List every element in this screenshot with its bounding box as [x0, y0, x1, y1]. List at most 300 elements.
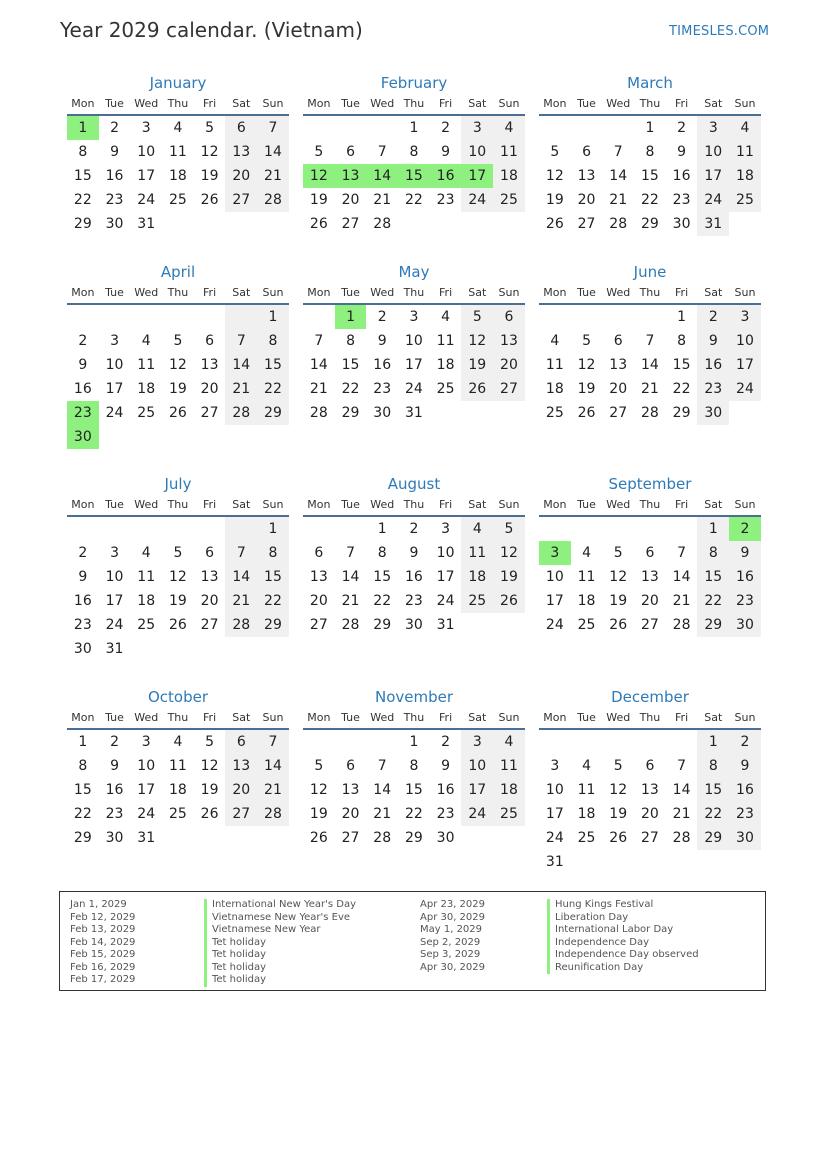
day-cell: 12	[545, 168, 564, 184]
day-cell: 14	[366, 164, 398, 188]
weekday-label: Tue	[105, 286, 124, 299]
weekday-label: Mon	[543, 498, 567, 511]
day-empty	[225, 826, 257, 850]
weekday-label: Wed	[134, 711, 159, 724]
day-cell: 6	[314, 545, 324, 561]
day-cell: 23	[105, 806, 124, 822]
weekday-label: Tue	[105, 711, 124, 724]
day-cell: 28	[640, 405, 659, 421]
week-row	[539, 353, 761, 377]
day-cell: 5	[613, 545, 623, 561]
holiday-name: Independence Day observed	[547, 949, 747, 962]
day-cell: 25	[577, 617, 596, 633]
day-cell: 17	[461, 164, 493, 188]
day-cell: 28	[225, 613, 257, 637]
day-cell: 18	[545, 381, 564, 397]
day-cell: 24	[461, 188, 493, 212]
day-cell: 24	[137, 192, 156, 208]
day-cell: 15	[341, 357, 360, 373]
day-cell: 14	[672, 782, 691, 798]
day-empty	[571, 305, 603, 329]
day-empty	[162, 212, 194, 236]
day-empty	[539, 116, 571, 140]
weekday-label: Sun	[498, 97, 520, 110]
day-cell: 2	[441, 734, 451, 750]
day-cell: 8	[677, 333, 687, 349]
day-cell: 14	[341, 569, 360, 585]
day-cell: 17	[404, 357, 423, 373]
weekday-label: Fri	[439, 711, 453, 724]
day-empty	[194, 637, 226, 661]
day-cell: 29	[373, 617, 392, 633]
day-cell: 28	[373, 216, 392, 232]
day-cell: 5	[173, 333, 183, 349]
day-cell: 3	[550, 758, 560, 774]
day-cell: 16	[430, 164, 462, 188]
month-october	[67, 686, 289, 850]
day-cell: 21	[309, 381, 328, 397]
day-empty	[130, 425, 162, 449]
day-cell: 22	[640, 192, 659, 208]
day-cell: 10	[697, 140, 729, 164]
day-cell: 28	[225, 401, 257, 425]
day-cell: 6	[346, 144, 355, 160]
day-cell: 4	[582, 545, 591, 561]
day-cell: 4	[173, 120, 183, 136]
day-cell: 30	[404, 617, 423, 633]
day-empty	[335, 517, 367, 541]
day-cell: 21	[341, 593, 360, 609]
day-cell: 23	[729, 802, 761, 826]
day-cell: 22	[404, 806, 423, 822]
day-cell: 8	[697, 754, 729, 778]
day-cell: 12	[200, 144, 219, 160]
day-cell: 6	[645, 545, 655, 561]
weekday-label: Wed	[370, 711, 395, 724]
day-cell: 3	[729, 305, 761, 329]
day-cell: 30	[73, 641, 92, 657]
week-row	[539, 140, 761, 164]
day-cell: 15	[697, 778, 729, 802]
day-cell: 1	[409, 734, 419, 750]
weekday-label: Sat	[704, 711, 723, 724]
day-cell: 19	[309, 806, 328, 822]
day-cell: 22	[404, 192, 423, 208]
day-cell: 11	[461, 541, 493, 565]
day-cell: 31	[436, 617, 455, 633]
week-row	[303, 565, 525, 589]
day-cell: 21	[672, 593, 691, 609]
day-cell: 15	[398, 164, 430, 188]
week-row	[539, 541, 761, 565]
day-cell: 5	[493, 517, 525, 541]
day-cell: 4	[493, 116, 525, 140]
weekday-label: Tue	[577, 498, 596, 511]
day-cell: 14	[225, 565, 257, 589]
day-cell: 26	[493, 589, 525, 613]
day-cell: 23	[697, 377, 729, 401]
month-february	[303, 72, 525, 236]
day-cell: 12	[609, 569, 628, 585]
weekday-label: Thu	[167, 498, 189, 511]
weekday-label: Mon	[71, 498, 95, 511]
day-cell: 19	[309, 192, 328, 208]
day-empty	[225, 425, 257, 449]
weekday-header	[67, 285, 289, 305]
day-empty	[602, 850, 634, 874]
day-empty	[99, 305, 131, 329]
day-cell: 12	[609, 782, 628, 798]
day-cell: 19	[493, 565, 525, 589]
day-cell: 12	[461, 329, 493, 353]
day-cell: 16	[729, 778, 761, 802]
weekday-header	[539, 96, 761, 116]
day-cell: 20	[200, 381, 219, 397]
day-cell: 25	[137, 617, 156, 633]
weekday-label: Sun	[734, 711, 756, 724]
day-empty	[571, 116, 603, 140]
holiday-date: Apr 23, 2029	[420, 899, 486, 910]
day-cell: 7	[677, 545, 687, 561]
day-cell: 2	[441, 120, 451, 136]
day-cell: 14	[373, 782, 392, 798]
day-cell: 3	[141, 120, 151, 136]
month-title: December	[611, 688, 689, 706]
day-cell: 29	[640, 216, 659, 232]
day-cell: 16	[729, 565, 761, 589]
day-cell: 26	[309, 216, 328, 232]
day-cell: 16	[73, 593, 92, 609]
day-cell: 21	[672, 806, 691, 822]
day-empty	[571, 730, 603, 754]
weekday-label: Mon	[307, 286, 331, 299]
day-cell: 7	[225, 541, 257, 565]
day-cell: 21	[257, 164, 289, 188]
day-cell: 20	[493, 353, 525, 377]
day-cell: 21	[373, 806, 392, 822]
day-cell: 29	[73, 830, 92, 846]
day-empty	[335, 730, 367, 754]
holiday-date: Feb 16, 2029	[70, 961, 136, 973]
day-cell: 20	[609, 381, 628, 397]
day-cell: 25	[168, 806, 187, 822]
week-row	[539, 212, 761, 236]
day-empty	[493, 613, 525, 637]
week-row	[539, 164, 761, 188]
day-empty	[602, 305, 634, 329]
day-cell: 12	[200, 758, 219, 774]
day-empty	[430, 401, 462, 425]
day-empty	[602, 730, 634, 754]
day-empty	[67, 517, 99, 541]
day-cell: 12	[309, 782, 328, 798]
day-cell: 30	[67, 425, 99, 449]
day-cell: 27	[225, 188, 257, 212]
day-cell: 1	[645, 120, 655, 136]
day-empty	[162, 425, 194, 449]
day-cell: 26	[609, 617, 628, 633]
week-row	[539, 589, 761, 613]
day-cell: 27	[341, 216, 360, 232]
week-row	[303, 754, 525, 778]
week-row	[67, 517, 289, 541]
week-row	[539, 802, 761, 826]
weekday-label: Sun	[734, 498, 756, 511]
day-cell: 22	[257, 589, 289, 613]
day-cell: 9	[110, 144, 119, 160]
day-cell: 18	[493, 778, 525, 802]
weekday-label: Wed	[606, 711, 631, 724]
day-cell: 7	[613, 144, 623, 160]
weekday-label: Thu	[167, 286, 189, 299]
weekday-header	[67, 710, 289, 730]
day-cell: 28	[609, 216, 628, 232]
holiday-names-col2	[547, 899, 747, 974]
day-empty	[729, 212, 761, 236]
day-cell: 8	[257, 329, 289, 353]
day-cell: 9	[377, 333, 387, 349]
day-cell: 16	[404, 569, 423, 585]
weekday-label: Sun	[498, 286, 520, 299]
weekday-label: Fri	[439, 498, 453, 511]
week-row	[67, 329, 289, 353]
week-row	[539, 116, 761, 140]
day-empty	[493, 401, 525, 425]
week-row	[303, 517, 525, 541]
day-cell: 5	[205, 734, 215, 750]
weekday-label: Thu	[403, 498, 425, 511]
day-empty	[461, 826, 493, 850]
day-cell: 9	[78, 357, 88, 373]
day-cell: 29	[73, 216, 92, 232]
weekday-label: Thu	[639, 286, 661, 299]
month-title: February	[380, 74, 448, 92]
day-empty	[162, 517, 194, 541]
week-row	[67, 730, 289, 754]
week-row	[539, 778, 761, 802]
day-cell: 29	[697, 613, 729, 637]
month-title: January	[149, 74, 207, 92]
holiday-date: Sep 2, 2029	[420, 936, 481, 948]
day-cell: 1	[409, 120, 419, 136]
site-link[interactable]: TIMESLES.COM	[669, 24, 770, 39]
week-row	[303, 730, 525, 754]
day-cell: 20	[341, 192, 360, 208]
day-cell: 24	[545, 830, 564, 846]
day-cell: 29	[257, 613, 289, 637]
day-cell: 2	[110, 734, 119, 750]
day-cell: 13	[640, 569, 659, 585]
day-cell: 29	[672, 405, 691, 421]
day-cell: 11	[577, 569, 596, 585]
weekday-label: Sat	[468, 711, 487, 724]
day-cell: 10	[729, 329, 761, 353]
weekday-label: Fri	[203, 286, 217, 299]
month-july	[67, 473, 289, 661]
day-cell: 3	[461, 730, 493, 754]
day-empty	[67, 305, 99, 329]
day-cell: 14	[640, 357, 659, 373]
week-row	[539, 850, 761, 874]
day-cell: 25	[436, 381, 455, 397]
weekday-header	[67, 96, 289, 116]
weekday-label: Thu	[639, 97, 661, 110]
weekday-header	[303, 710, 525, 730]
week-row	[539, 517, 761, 541]
day-cell: 8	[346, 333, 355, 349]
day-cell: 9	[441, 758, 451, 774]
day-cell: 19	[200, 782, 219, 798]
day-cell: 30	[672, 216, 691, 232]
week-row	[539, 305, 761, 329]
weekday-header	[67, 497, 289, 517]
weekday-label: Sun	[262, 711, 284, 724]
day-cell: 6	[493, 305, 525, 329]
day-cell: 5	[613, 758, 623, 774]
day-cell: 10	[105, 357, 124, 373]
week-row	[67, 305, 289, 329]
day-cell: 26	[200, 806, 219, 822]
day-cell: 18	[436, 357, 455, 373]
day-cell: 30	[436, 830, 455, 846]
day-empty	[303, 730, 335, 754]
day-cell: 26	[577, 405, 596, 421]
day-empty	[194, 826, 226, 850]
day-cell: 27	[225, 802, 257, 826]
holiday-date: Feb 14, 2029	[70, 936, 136, 948]
day-cell: 15	[73, 168, 92, 184]
day-cell: 19	[200, 168, 219, 184]
day-cell: 10	[105, 569, 124, 585]
week-row	[303, 377, 525, 401]
weekday-label: Sun	[734, 286, 756, 299]
weekday-label: Mon	[543, 711, 567, 724]
day-cell: 4	[582, 758, 591, 774]
weekday-label: Sat	[704, 97, 723, 110]
week-row	[303, 541, 525, 565]
day-cell: 30	[105, 830, 124, 846]
weekday-header	[539, 710, 761, 730]
day-cell: 17	[137, 782, 156, 798]
day-cell: 23	[67, 401, 99, 425]
day-cell: 22	[373, 593, 392, 609]
week-row	[303, 140, 525, 164]
week-row	[303, 613, 525, 637]
day-cell: 21	[373, 192, 392, 208]
day-cell: 25	[461, 589, 493, 613]
day-cell: 26	[168, 617, 187, 633]
week-row	[67, 754, 289, 778]
day-cell: 13	[200, 569, 219, 585]
day-empty	[130, 305, 162, 329]
day-cell: 20	[225, 164, 257, 188]
weekday-label: Tue	[105, 97, 124, 110]
month-january	[67, 72, 289, 236]
day-cell: 19	[577, 381, 596, 397]
day-cell: 16	[373, 357, 392, 373]
day-cell: 13	[225, 140, 257, 164]
day-cell: 31	[545, 854, 564, 870]
day-cell: 9	[110, 758, 119, 774]
day-cell: 2	[78, 333, 88, 349]
day-empty	[130, 637, 162, 661]
day-cell: 3	[409, 309, 419, 325]
day-cell: 31	[404, 405, 423, 421]
day-cell: 31	[105, 641, 124, 657]
day-cell: 13	[225, 754, 257, 778]
day-empty	[225, 212, 257, 236]
day-cell: 21	[609, 192, 628, 208]
day-cell: 11	[168, 144, 187, 160]
weekday-label: Mon	[71, 711, 95, 724]
weekday-label: Thu	[167, 711, 189, 724]
weekday-label: Wed	[134, 498, 159, 511]
day-empty	[162, 826, 194, 850]
day-empty	[666, 730, 698, 754]
weekday-label: Sun	[498, 711, 520, 724]
day-empty	[493, 826, 525, 850]
day-cell: 22	[672, 381, 691, 397]
day-cell: 14	[257, 140, 289, 164]
weekday-label: Fri	[203, 498, 217, 511]
weekday-label: Wed	[606, 498, 631, 511]
weekday-label: Fri	[675, 286, 689, 299]
holiday-date: Sep 3, 2029	[420, 949, 481, 960]
day-cell: 27	[577, 216, 596, 232]
day-cell: 31	[137, 830, 156, 846]
weekday-header	[539, 497, 761, 517]
day-cell: 4	[729, 116, 761, 140]
holiday-date: Jan 1, 2029	[70, 899, 127, 910]
weekday-label: Wed	[606, 286, 631, 299]
day-empty	[571, 850, 603, 874]
week-row	[67, 826, 289, 850]
day-empty	[634, 730, 666, 754]
month-title: March	[627, 74, 673, 92]
day-cell: 21	[225, 589, 257, 613]
day-empty	[194, 425, 226, 449]
day-cell: 27	[200, 617, 219, 633]
month-title: May	[398, 263, 430, 281]
day-cell: 3	[539, 541, 571, 565]
day-empty	[194, 517, 226, 541]
day-cell: 4	[441, 309, 451, 325]
day-cell: 1	[335, 305, 367, 329]
weekday-label: Thu	[403, 711, 425, 724]
holiday-date: Apr 30, 2029	[420, 911, 486, 923]
day-cell: 5	[314, 758, 324, 774]
holiday-name: Vietnamese New Year's Eve	[204, 912, 404, 925]
weekday-label: Sat	[468, 286, 487, 299]
day-cell: 10	[545, 569, 564, 585]
day-cell: 10	[545, 782, 564, 798]
holiday-dates-col2	[420, 899, 550, 974]
day-cell: 28	[257, 802, 289, 826]
day-cell: 6	[225, 116, 257, 140]
day-cell: 13	[341, 782, 360, 798]
holiday-name: Reunification Day	[547, 962, 747, 975]
day-cell: 24	[105, 617, 124, 633]
month-june	[539, 261, 761, 425]
week-row	[303, 826, 525, 850]
month-march	[539, 72, 761, 236]
weekday-label: Thu	[403, 97, 425, 110]
day-cell: 7	[225, 329, 257, 353]
holiday-name: International New Year's Day	[204, 899, 404, 912]
week-row	[67, 637, 289, 661]
weekday-label: Thu	[639, 711, 661, 724]
day-cell: 14	[257, 754, 289, 778]
